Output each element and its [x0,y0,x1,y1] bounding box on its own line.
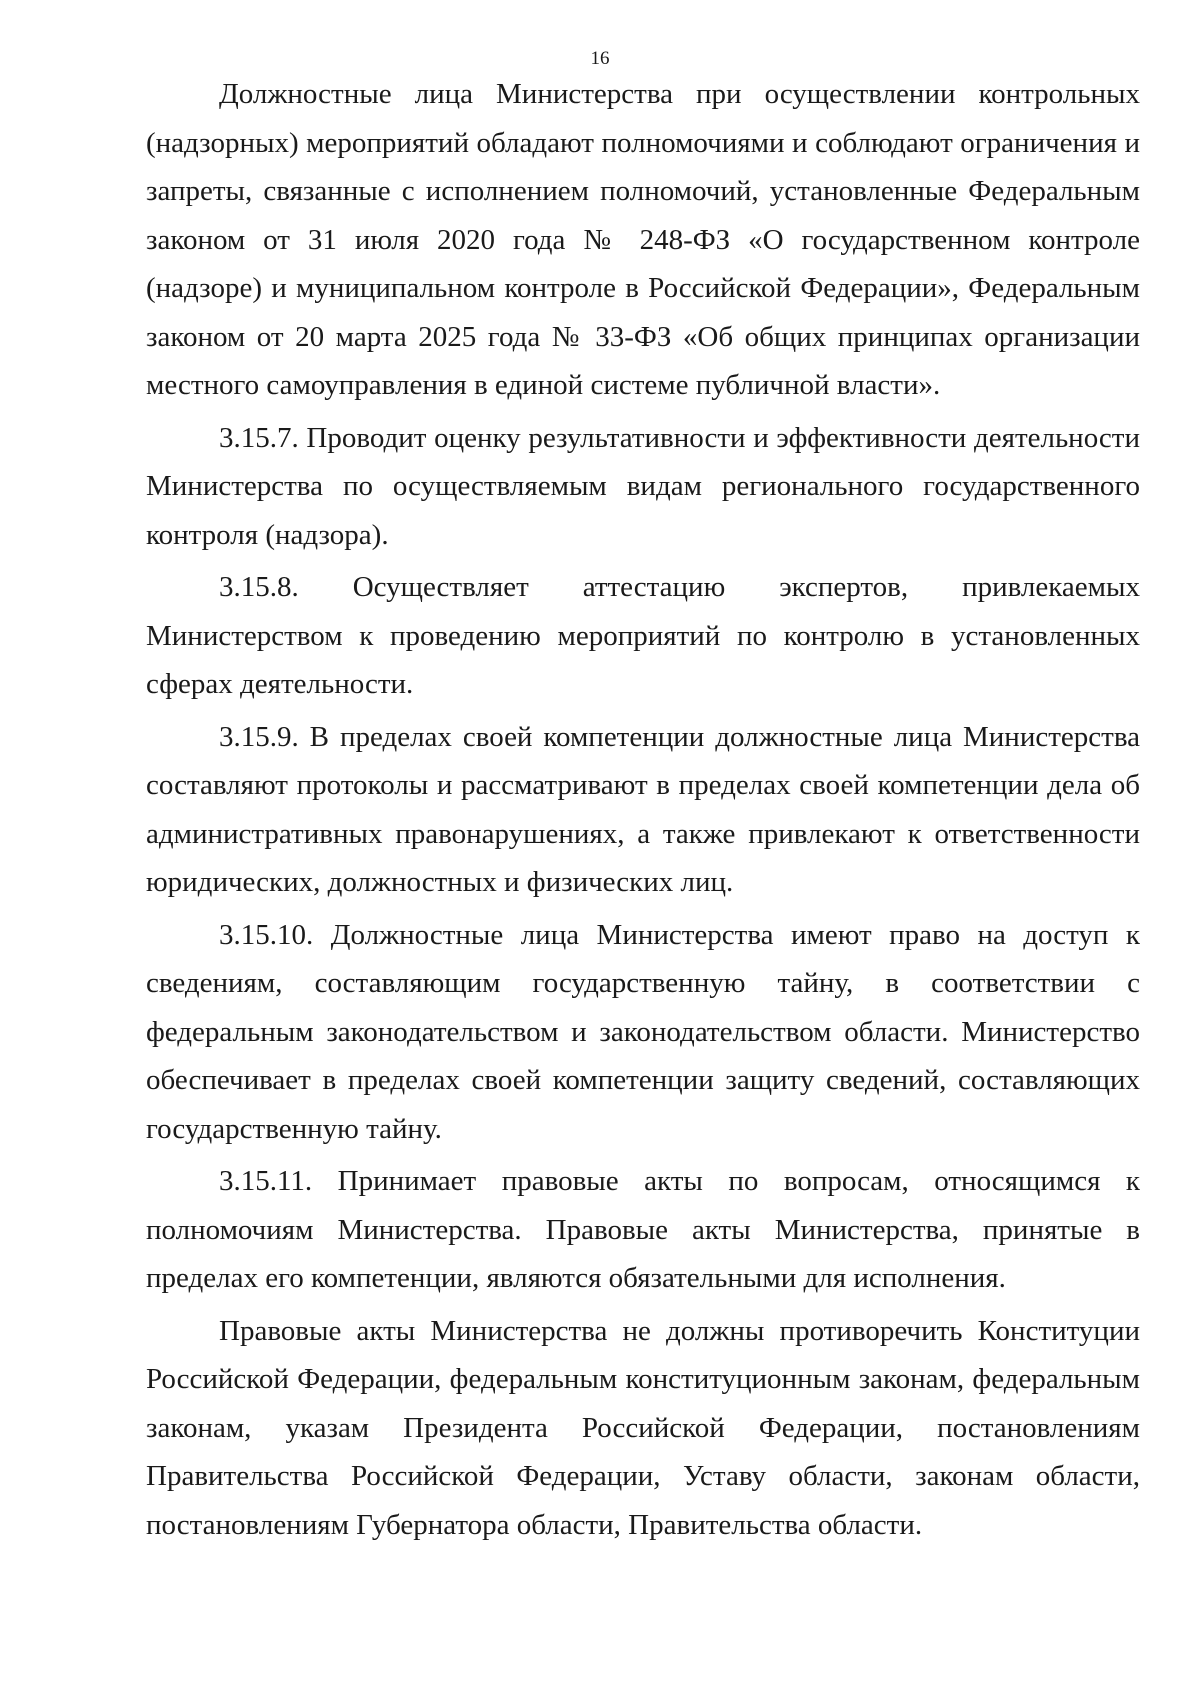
paragraph-3-15-7: 3.15.7. Проводит оценку результативности и эффективности деятельности Министерства по осуществляемым видам регионального государственного контроля (надзора). [146,421,1140,551]
paragraph-3-15-10: 3.15.10. Должностные лица Министерства имеют право на доступ к сведениям, составляющим государственную тайну, в соответствии с федеральным законодательством и законодательством области. Министерство обеспечивает в пределах своей компетенции защиту сведений, составляющих государственную тайну. [146,918,1140,1145]
paragraph-officials-powers: Должностные лица Министерства при осуществлении контрольных (надзорных) мероприятий обладают полномочиями и соблюдают ограничения и запреты, связанные с исполнением полномочий, установленные Федеральным законом от 31 июля 2020 года № 248-ФЗ «О государственном контроле (надзоре) и муниципальном контроле в Российской Федерации», Федеральным законом от 20 марта 2025 года № 33-ФЗ «Об общих принципах организации местного самоуправления в единой системе публичной власти». [146,78,1140,401]
page-number: 16 [590,48,610,69]
paragraph-legal-acts: Правовые акты Министерства не должны противоречить Конституции Российской Федерации, федеральным конституционным законам, федеральным законам, указам Президента Российской Федерации, постановлениям Правительства Российской Федерации, Уставу области, законам области, постановлениям Губернатора области, Правительства области. [146,1314,1140,1541]
document-body [146,70,1140,1553]
paragraph-3-15-9: 3.15.9. В пределах своей компетенции должностные лица Министерства составляют протоколы и рассматривают в пределах своей компетенции дела об административных правонарушениях, а также привлекают к ответственности юридических, должностных и физических лиц. [146,720,1140,898]
paragraph-3-15-11: 3.15.11. Принимает правовые акты по вопросам, относящимся к полномочиям Министерства. Правовые акты Министерства, принятые в пределах его компетенции, являются обязательными для исполнения. [146,1165,1140,1294]
paragraph-3-15-8: 3.15.8. Осуществляет аттестацию экспертов, привлекаемых Министерством к проведению мероприятий по контролю в установленных сферах деятельности. [146,571,1140,700]
